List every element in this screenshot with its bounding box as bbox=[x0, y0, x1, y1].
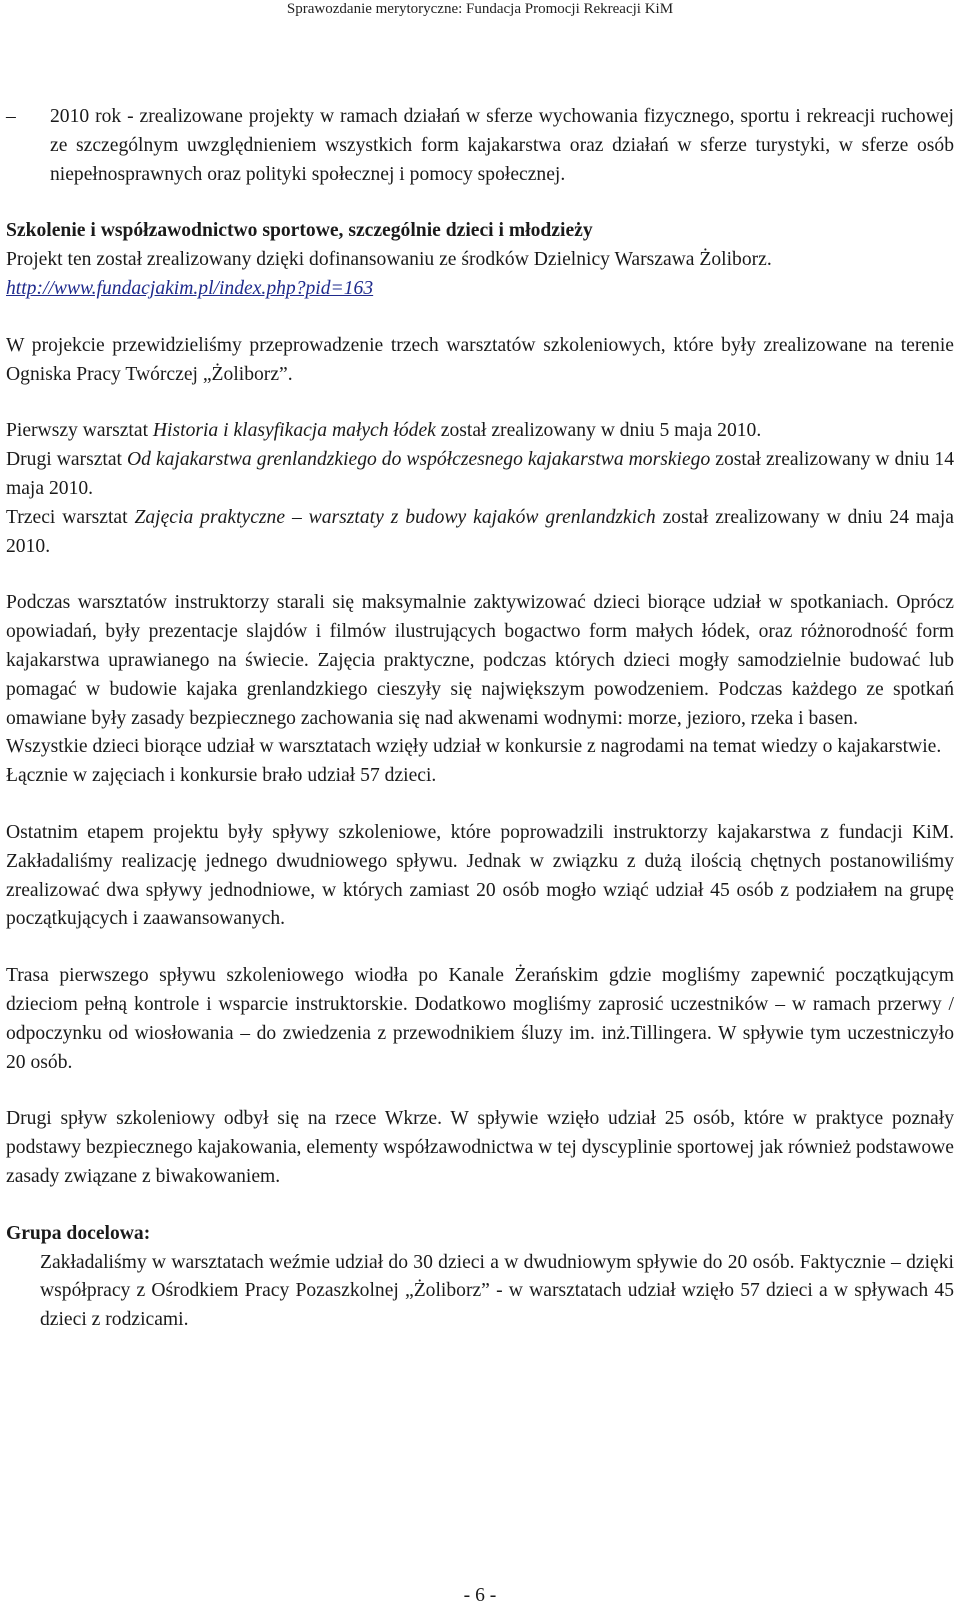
workshop-2-title: Od kajakarstwa grenlandzkiego do współczesnego kajakarstwa morskiego bbox=[127, 449, 711, 471]
contest-paragraph: Wszystkie dzieci biorące udział w warsztatach wzięły udział w konkursie z nagrodami na temat wiedzy o kajakarstwie. bbox=[6, 736, 942, 758]
workshop-2: Drugi warsztat Od kajakarstwa grenlandzkiego do współczesnego kajakarstwa morskiego został zrealizowany w dniu 14 maja 2010. bbox=[6, 449, 954, 499]
workshops-paragraph: W projekcie przewidzieliśmy przeprowadzenie trzech warsztatów szkoleniowych, które były zrealizowane na terenie Ogniska Pracy Twórczej „Żoliborz”. bbox=[6, 334, 954, 385]
first-trip-paragraph: Trasa pierwszego spływu szkoleniowego wiodła po Kanale Żerańskim gdzie mogliśmy zapewnić początkującym dzieciom pełną kontrole i wsparcie instruktorskie. Dodatkowo mogliśmy zaprosić uczestników – w ramach przerwy / odpoczynku od wiosłowania – do zwiedzenia z przewodnikiem śluzy im. inż.Tillingera. W spływie tym uczestniczyło 20 osób. bbox=[6, 965, 954, 1073]
page-number: - 6 - bbox=[463, 1585, 497, 1606]
second-trip-paragraph: Drugi spływ szkoleniowy odbył się na rzece Wkrze. W spływie wzięło udział 25 osób, które w praktyce poznały podstawy bezpiecznego kajakowania, elementy współzawodnictwa w tej dyscyplinie sportowej jak również podstawowe zasady związane z biwakowaniem. bbox=[6, 1108, 954, 1187]
intro-list-item bbox=[6, 103, 954, 189]
activities-paragraph: Podczas warsztatów instruktorzy starali się maksymalnie zaktywizować dzieci biorące udział w spotkaniach. Oprócz opowiadań, były prezentacje slajdów i filmów ilustrujących bogactwo form małych łódek, oraz różnorodność form kajakarstwa uprawianego na świecie. Zajęcia praktyczne, podczas których dzieci mogły samodzielnie budować lub pomagać w budowie kajaka grenlandzkiego cieszyły się największym powodzeniem. Podczas każdego ze spotkań omawiane były zasady bezpiecznego zachowania się nad akwenami wodnymi: morze, jezioro, rzeka i basen. bbox=[6, 592, 954, 729]
dash-bullet: – bbox=[6, 106, 16, 127]
page-header: Sprawozdanie merytoryczne: Fundacja Promocji Rekreacji KiM bbox=[286, 1, 674, 17]
intro-text: 2010 rok - zrealizowane projekty w ramach działań w sferze wychowania fizycznego, sportu i rekreacji ruchowej ze szczególnym uwzględnieniem wszystkich form kajakarstwa oraz działań w sferze turystyki, w sferze osób niepełnosprawnych oraz polityki społecznej i pomocy społecznej. bbox=[50, 106, 954, 185]
workshop-3: Trzeci warsztat Zajęcia praktyczne – warsztaty z budowy kajaków grenlandzkich został zrealizowany w dniu 24 maja 2010. bbox=[6, 506, 954, 557]
workshop-1-title: Historia i klasyfikacja małych łódek bbox=[152, 420, 436, 442]
total-paragraph: Łącznie w zajęciach i konkursie brało udział 57 dzieci. bbox=[6, 765, 437, 787]
workshop-3-title: Zajęcia praktyczne – warsztaty z budowy kajaków grenlandzkich bbox=[134, 506, 656, 528]
section-title: Szkolenie i współzawodnictwo sportowe, szczególnie dzieci i młodzieży bbox=[6, 220, 593, 242]
document-body bbox=[6, 103, 954, 1335]
target-group-text: Zakładaliśmy w warsztatach weźmie udział do 30 dzieci a w dwudniowym spływie do 20 osób. Faktycznie – dzięki współpracy z Ośrodkiem Pracy Pozaszkolnej „Żoliborz” - w warsztatach udział wzięło 57 dzieci a w spływach 45 dzieci z rodzicami. bbox=[40, 1251, 954, 1331]
funding-paragraph: Projekt ten został zrealizowany dzięki dofinansowaniu ze środków Dzielnicy Warszawa Żoliborz. bbox=[6, 249, 772, 271]
target-group-title: Grupa docelowa: bbox=[6, 1222, 151, 1244]
trips-paragraph: Ostatnim etapem projektu były spływy szkoleniowe, które poprowadzili instruktorzy kajakarstwa z fundacji KiM. Zakładaliśmy realizację jednego dwudniowego spływu. Jednak w związku z dużą ilością chętnych postanowiliśmy zrealizować dwa spływy jednodniowe, w których zamiast 20 osób mogło wziąć udział 45 osób z podziałem na grupę początkujących i zaawansowanych. bbox=[6, 821, 954, 930]
project-link[interactable]: http://www.fundacjakim.pl/index.php?pid=163 bbox=[6, 277, 374, 299]
workshop-1: Pierwszy warsztat Historia i klasyfikacja małych łódek został zrealizowany w dniu 5 maja 2010. bbox=[6, 420, 762, 442]
